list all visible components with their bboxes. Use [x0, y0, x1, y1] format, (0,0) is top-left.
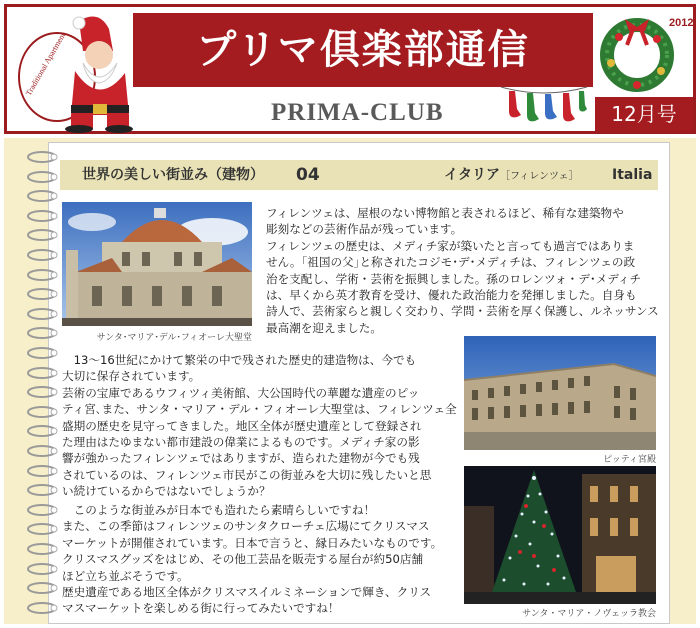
binding-ring-icon — [26, 189, 60, 203]
text-line: 盛期の歴史を見守ってきました。地区全体が歴史遺産として登録され — [62, 418, 422, 433]
newsletter-header — [4, 4, 696, 134]
cathedral-photo — [62, 202, 252, 326]
binding-ring-icon — [26, 150, 60, 164]
binding-ring-icon — [26, 444, 60, 458]
newsletter-subtitle: PRIMA-CLUB — [271, 99, 444, 126]
newsletter-title: プリマ倶楽部通信 — [196, 26, 530, 73]
binding-ring-icon — [26, 228, 60, 242]
city-name: ［フィレンツェ］ — [500, 171, 579, 182]
binding-ring-icon — [26, 248, 60, 262]
text-line: マーケットが開催されています。日本で言うと、縁日みたいなものです。 — [62, 535, 443, 550]
country-name-en: Italia — [612, 167, 653, 183]
pitti-palace-photo — [464, 336, 656, 450]
text-line: た理由はたゆまない都市建設の偉業によるものです。メディチ家の影 — [62, 435, 420, 450]
svg-text:Traditional Apartment: Traditional Apartment — [23, 31, 68, 98]
text-line: せん。｢祖国の父｣と称されたコジモ･デ･メディチは、フィレンツェの政 — [266, 255, 636, 270]
title-band — [133, 13, 593, 87]
binding-ring-icon — [26, 405, 60, 419]
text-line: 彫刻などの芸術作品が残っています。 — [266, 222, 463, 237]
binding-ring-icon — [26, 366, 60, 380]
history-paragraph — [62, 352, 457, 500]
text-line: フィレンツェの歴史は、メディチ家が築いたと言っても過言ではありま — [266, 238, 635, 253]
text-line: ティ宮､また、サンタ・マリア・デル・フィオーレ大聖堂は、フィレンツェ全 — [62, 402, 457, 417]
text-line: 治を支配し、学術・芸術を振興しました。孫のロレンツォ・デ･メディチ — [266, 271, 642, 286]
text-line: 最高潮を迎えました。 — [266, 320, 382, 335]
photo-caption: サンタ・マリア・ノヴェッラ教会 — [522, 609, 656, 619]
christmas-tree-photo — [464, 466, 656, 604]
binding-ring-icon — [26, 601, 60, 615]
issue-year: 2012 — [669, 17, 694, 29]
closing-paragraph — [62, 502, 442, 617]
photo-caption: ピッティ宮殿 — [603, 455, 656, 465]
series-number: 04 — [296, 165, 320, 185]
binding-ring-icon — [26, 562, 60, 576]
binding-ring-icon — [26, 522, 60, 536]
text-line: また、この季節はフィレンツェのサンタクローチェ広場にてクリスマス — [62, 519, 430, 534]
text-line: 詩人で、芸術家らと親しく交わり、学問・芸術を厚く保護し、ルネッサンス — [266, 304, 659, 319]
text-line: は、早くから英才教育を受け、優れた政治能力を発揮しました。自身も — [266, 288, 637, 303]
binding-ring-icon — [26, 581, 60, 595]
binding-ring-icon — [26, 346, 60, 360]
binding-ring-icon — [26, 307, 60, 321]
binding-ring-icon — [26, 483, 60, 497]
text-line: 響が強かったフィレンツェではありますが、造られた建物が今でも残 — [62, 451, 420, 466]
text-line: クリスマスグッズをはじめ、その他工芸品を販売する屋台が約50店舗 — [62, 552, 424, 567]
text-line: 歴史遺産である地区全体がクリスマスイルミネーションで輝き、クリス — [62, 585, 432, 600]
binding-ring-icon — [26, 503, 60, 517]
text-line: ほど立ち並ぶそうです。 — [62, 568, 189, 583]
topic-bar — [60, 160, 658, 190]
text-line: 大切に保存されています。 — [62, 369, 201, 384]
intro-paragraph — [266, 205, 659, 336]
binding-ring-icon — [26, 209, 60, 223]
series-title: 世界の美しい街並み（建物） — [82, 167, 264, 183]
binding-ring-icon — [26, 424, 60, 438]
binding-ring-icon — [26, 268, 60, 282]
text-line: このような街並みが日本でも造れたら素晴らしいですね！ — [62, 503, 376, 517]
binding-ring-icon — [26, 326, 60, 340]
text-line: マスマーケットを楽しめる街に行ってみたいですね！ — [62, 601, 340, 616]
spiral-binding — [26, 146, 66, 624]
binding-ring-icon — [26, 170, 60, 184]
binding-ring-icon — [26, 542, 60, 556]
binding-ring-icon — [26, 287, 60, 301]
photo-caption: サンタ･マリア･デル･フィオーレ大聖堂 — [96, 333, 252, 343]
stockings-icon — [499, 85, 589, 129]
text-line: 芸術の宝庫であるウフィツィ美術館、大公国時代の華麗な遺産のピッ — [62, 385, 420, 400]
text-line: 13～16世紀にかけて繁栄の中で残された歴史的建造物は、今でも — [62, 353, 417, 367]
issue-month: 12月号 — [595, 97, 693, 131]
text-line: い続けているからではないでしょうか？ — [62, 484, 271, 499]
text-line: フィレンツェは、屋根のない博物館と表されるほど、稀有な建築物や — [266, 206, 624, 220]
text-line: されているのは、フィレンツェ市民がこの街並みを大切に残したいと思 — [62, 467, 432, 482]
binding-ring-icon — [26, 385, 60, 399]
country-label — [444, 160, 579, 192]
binding-ring-icon — [26, 464, 60, 478]
santa-logo-icon — [13, 11, 133, 133]
country-name: イタリア — [444, 167, 500, 183]
